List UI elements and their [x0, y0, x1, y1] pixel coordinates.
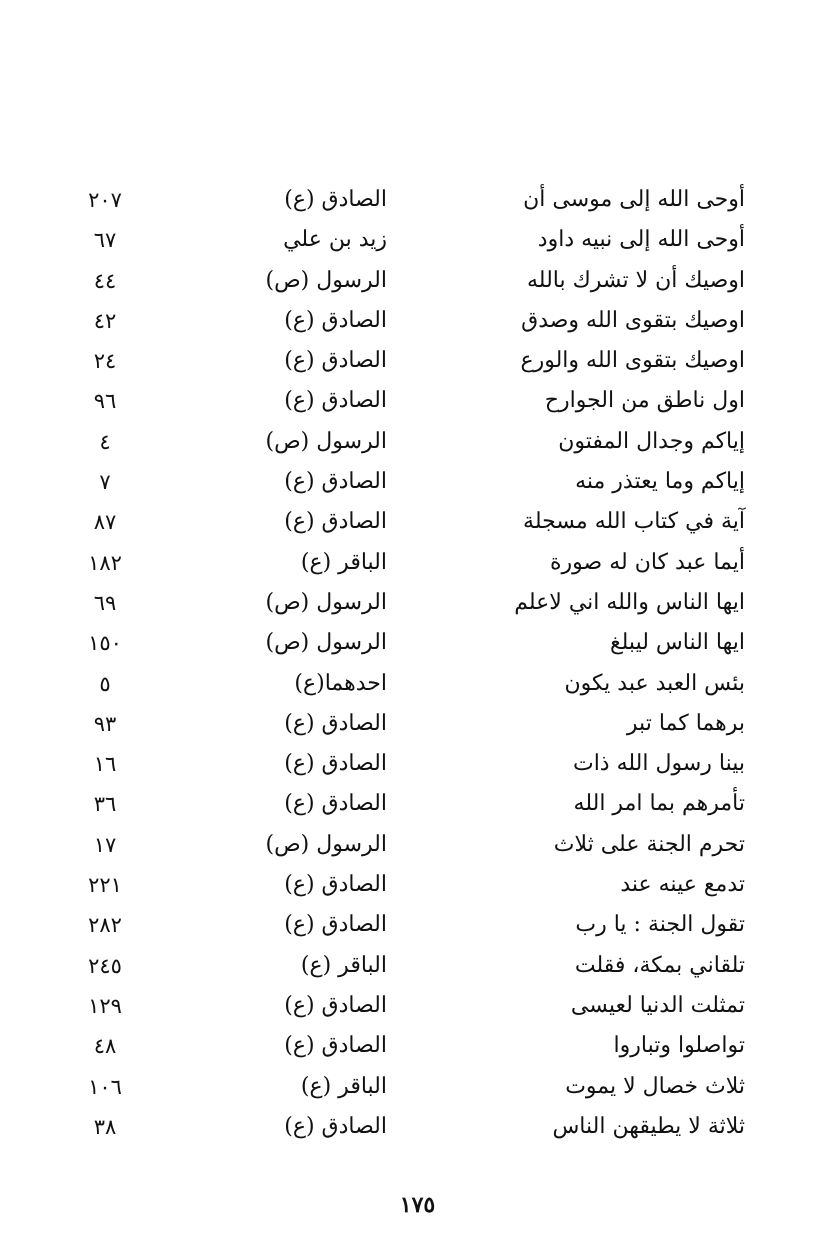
page-reference: ٨٧ [93, 510, 117, 535]
index-row [0, 623, 835, 663]
hadith-opening-phrase: برهما كما تبر [626, 710, 745, 736]
hadith-opening-phrase: تحرم الجنة على ثلاث [553, 831, 745, 857]
narrator-name: الصادق (ع) [284, 710, 387, 736]
page-reference: ٣٨ [93, 1114, 117, 1139]
index-row [0, 301, 835, 341]
narrator-name: الصادق (ع) [284, 1033, 387, 1059]
page-reference: ٩٦ [93, 389, 117, 414]
page-reference: ١٦ [93, 752, 117, 777]
narrator-name: الرسول (ص) [265, 589, 387, 615]
index-row [0, 341, 835, 381]
index-row [0, 865, 835, 905]
index-row [0, 261, 835, 301]
index-row [0, 1026, 835, 1066]
index-row [0, 784, 835, 824]
narrator-name: الرسول (ص) [265, 831, 387, 857]
page-reference: ٤٢ [93, 308, 117, 333]
page-reference: ٢٢١ [88, 873, 122, 898]
page-reference: ١٨٢ [88, 550, 122, 575]
index-row [0, 946, 835, 986]
narrator-name: الباقر (ع) [300, 549, 387, 575]
narrator-name: الصادق (ع) [284, 872, 387, 898]
hadith-opening-phrase: بئس العبد عبد يكون [564, 670, 745, 696]
page-reference: ٢٨٢ [88, 913, 122, 938]
page-reference: ٢٠٧ [88, 188, 122, 212]
hadith-opening-phrase: تمثلت الدنيا لعيسى [570, 992, 745, 1018]
page-reference: ١٢٩ [88, 993, 122, 1018]
hadith-opening-phrase: تأمرهم بما امر الله [573, 791, 745, 817]
hadith-opening-phrase: تقول الجنة : يا رب [575, 912, 745, 938]
hadith-opening-phrase: أوحى الله إلى موسى أن [523, 187, 745, 212]
hadith-opening-phrase: ثلاث خصال لا يموت [565, 1073, 745, 1099]
page-reference: ٣٦ [93, 792, 117, 817]
narrator-name: الباقر (ع) [300, 952, 387, 978]
page-reference: ٢٤ [93, 349, 117, 374]
page-reference: ٤ [99, 429, 111, 454]
narrator-name: الصادق (ع) [284, 912, 387, 938]
index-row [0, 583, 835, 623]
narrator-name: الصادق (ع) [284, 187, 387, 212]
hadith-opening-phrase: اوصيك بتقوى الله وصدق [521, 307, 745, 333]
hadith-opening-phrase: اوصيك أن لا تشرك بالله [526, 267, 745, 293]
index-row [0, 905, 835, 945]
index-row [0, 825, 835, 865]
hadith-opening-phrase: تلقاني بمكة، فقلت [574, 952, 745, 978]
hadith-opening-phrase: ايها الناس والله اني لاعلم [514, 589, 745, 615]
hadith-opening-phrase: بينا رسول الله ذات [572, 751, 745, 777]
index-row [0, 543, 835, 583]
index-row [0, 1067, 835, 1107]
page-reference: ٤٨ [93, 1034, 117, 1059]
index-row [0, 986, 835, 1026]
hadith-opening-phrase: ايها الناس ليبلغ [609, 630, 745, 656]
index-row [0, 180, 835, 220]
index-row [0, 704, 835, 744]
hadith-opening-phrase: اوصيك بتقوى الله والورع [520, 348, 745, 374]
narrator-name: احدهما(ع) [294, 670, 387, 696]
narrator-name: الصادق (ع) [284, 469, 387, 495]
index-row [0, 220, 835, 260]
narrator-name: الصادق (ع) [284, 751, 387, 777]
narrator-name: زيد بن علي [283, 227, 387, 253]
hadith-opening-phrase: أيما عبد كان له صورة [550, 549, 745, 575]
page-reference: ٦٧ [93, 228, 117, 253]
page-reference: ١٠٦ [88, 1074, 122, 1099]
narrator-name: الرسول (ص) [265, 267, 387, 293]
index-row [0, 502, 835, 542]
narrator-name: الصادق (ع) [284, 509, 387, 535]
hadith-index-table [0, 180, 835, 1147]
page-number: ١٧٥ [399, 1192, 436, 1218]
page-reference: ٦٩ [93, 590, 117, 615]
page-reference: ١٧ [93, 832, 117, 857]
narrator-name: الباقر (ع) [300, 1073, 387, 1099]
narrator-name: الصادق (ع) [284, 1113, 387, 1139]
hadith-opening-phrase: تدمع عينه عند [620, 872, 745, 898]
narrator-name: الصادق (ع) [284, 307, 387, 333]
hadith-opening-phrase: تواصلوا وتباروا [613, 1033, 745, 1059]
hadith-opening-phrase: ثلاثة لا يطيقهن الناس [552, 1113, 745, 1139]
index-row [0, 664, 835, 704]
page-reference: ٥ [99, 671, 111, 696]
narrator-name: الصادق (ع) [284, 992, 387, 1018]
page-reference: ٢٤٥ [88, 953, 122, 978]
hadith-opening-phrase: آية في كتاب الله مسجلة [523, 509, 745, 535]
hadith-opening-phrase: أوحى الله إلى نبيه داود [537, 227, 745, 253]
page-reference: ٧ [99, 470, 111, 495]
narrator-name: الصادق (ع) [284, 388, 387, 414]
page-reference: ٤٤ [93, 268, 117, 293]
hadith-opening-phrase: إياكم وجدال المفتون [558, 428, 745, 454]
narrator-name: الصادق (ع) [284, 791, 387, 817]
page-reference: ١٥٠ [88, 631, 122, 656]
narrator-name: الرسول (ص) [265, 428, 387, 454]
hadith-opening-phrase: اول ناطق من الجوارح [544, 388, 745, 414]
narrator-name: الرسول (ص) [265, 630, 387, 656]
index-row [0, 744, 835, 784]
index-row [0, 381, 835, 421]
index-row [0, 462, 835, 502]
page-reference: ٩٣ [93, 711, 117, 736]
narrator-name: الصادق (ع) [284, 348, 387, 374]
index-row [0, 1107, 835, 1147]
index-row [0, 422, 835, 462]
hadith-opening-phrase: إياكم وما يعتذر منه [575, 469, 745, 495]
